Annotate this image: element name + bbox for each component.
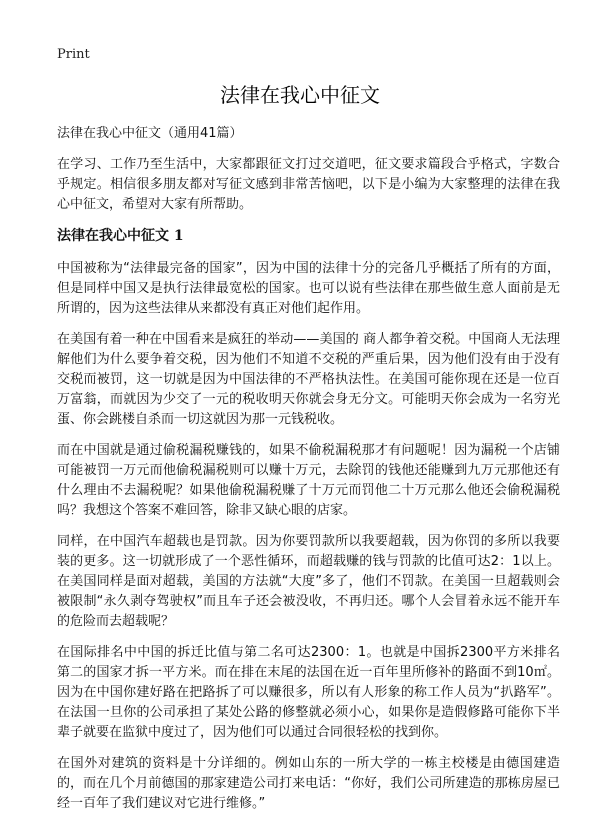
section-heading: 法律在我心中征文 1: [57, 228, 184, 244]
article-subtitle: 法律在我心中征文（通用41篇）: [57, 126, 243, 141]
paragraph-6: 在国外对建筑的资料是十分详细的。例如山东的一所大学的一栋主校楼是由德国建造的，而在几个月前德国的那家建造公司打来电话：“你好，我们公司所建造的那栋房屋已经一百年了我们建议对它进行维修。”: [57, 756, 560, 811]
paragraph-3: 而在中国就是通过偷税漏税赚钱的，如果不偷税漏税那才有问题呢！因为漏税一个店铺可能被罚一万元而他偷税漏税则可以赚十万元，去除罚的钱他还能赚到九万元那他还有什么理由不去漏税呢？如果他偷税漏税赚了十万元而罚他二十万元那么他还会偷税漏税吗？我想这个答案不难回答，除非又缺心眼的店家。: [57, 443, 560, 518]
page-title: 法律在我心中征文: [220, 83, 380, 107]
paragraph-2: 在美国有着一种在中国看来是疯狂的举动——美国的 商人都争着交税。中国商人无法理解他们为什么要争着交税，因为他们不知道不交税的严重后果，因为他们没有由于没有交税而被罚，这一切就是因为中国法律的不严格执法性。在美国可能你现在还是一位百万富翁，而就因为少交了一元的税收明天你就会身无分文。可能明天你会成为一名穷光蛋、你会跳楼自杀而一切这就因为那一元钱税收。: [57, 332, 560, 427]
paragraph-1: 中国被称为“法律最完备的国家”，因为中国的法律十分的完备几乎概括了所有的方面，但是同样中国又是执行法律最宽松的国家。也可以说有些法律在那些做生意人面前是无所谓的，因为这些法律从来都没有真正对他们起作用。: [57, 261, 560, 316]
intro-paragraph: 在学习、工作乃至生活中，大家都跟征文打过交道吧，征文要求篇段合乎格式，字数合乎规定。相信很多朋友都对写征文感到非常苦恼吧，以下是小编为大家整理的法律在我心中征文，希望对大家有所帮助。: [57, 157, 560, 212]
print-link[interactable]: Print: [57, 47, 90, 62]
paragraph-5: 在国际排名中中国的拆迁比值与第二名可达2300：1。也就是中国拆2300平方米排名第二的国家才拆一平方米。而在排在末尾的法国在近一百年里所修补的路面不到10㎡。因为在中国你建好路在把路拆了可以赚很多，所以有人形象的称工作人员为“扒路军”。在法国一旦你的公司承担了某处公路的修整就必须小心，如果你是造假修路可能你下半辈子就要在监狱中度过了，因为他们可以通过合同很轻松的找到你。: [57, 645, 560, 740]
paragraph-4: 同样，在中国汽车超载也是罚款。因为你要罚款所以我要超载，因为你罚的多所以我要装的更多。这一切就形成了一个恶性循环，而超载赚的钱与罚款的比值可达2：1以上。在美国同样是面对超载，美国的方法就“大度”多了，他们不罚款。在美国一旦超载则会被限制“永久剥夺驾驶权”而且车子还会被没收，不再归还。哪个人会冒着永远不能开车的危险而去超载呢？: [57, 534, 560, 629]
article-body: [57, 124, 560, 825]
